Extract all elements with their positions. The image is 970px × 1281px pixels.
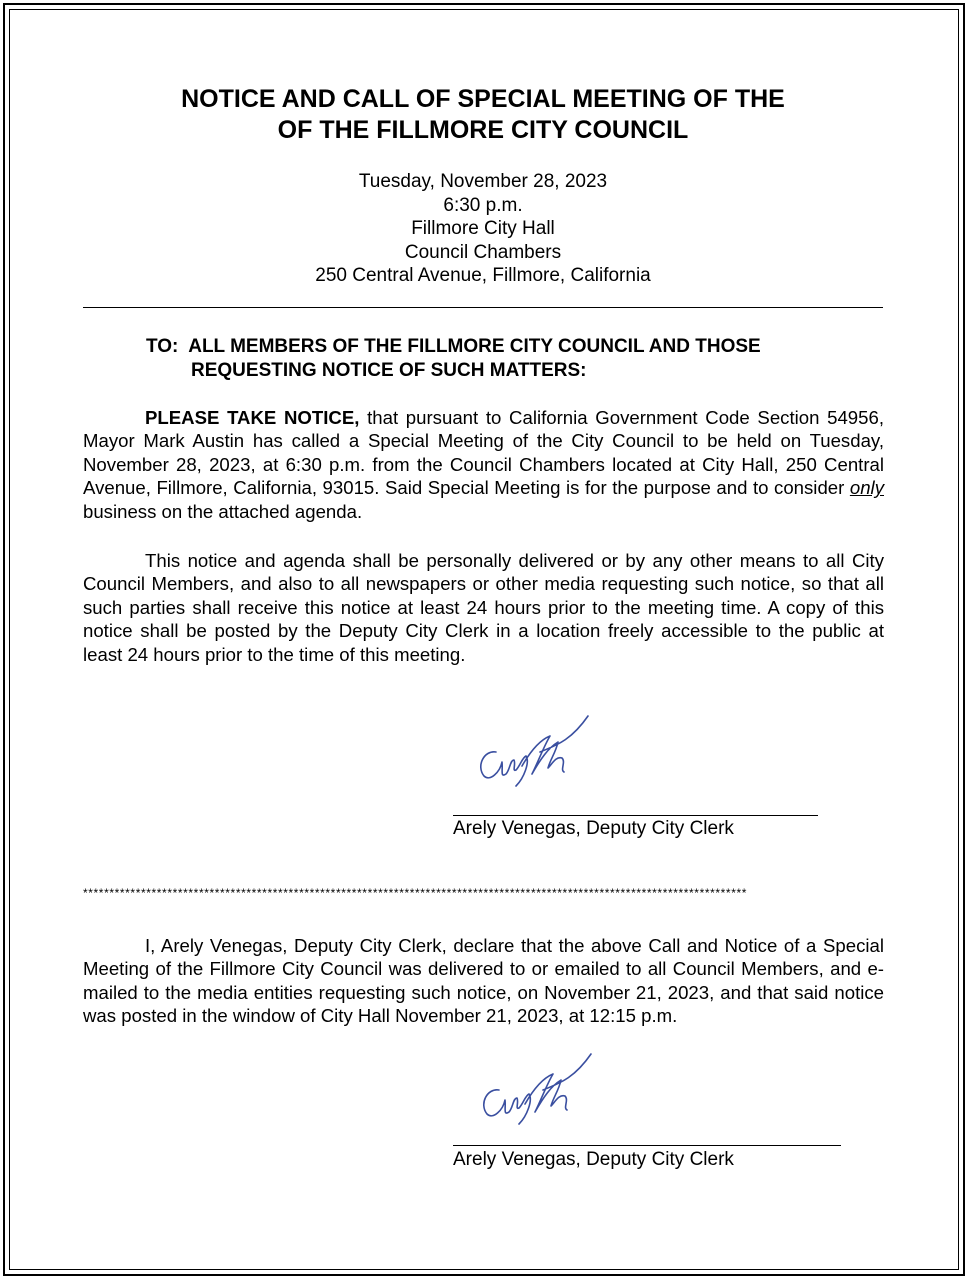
meeting-details: [0, 170, 966, 288]
document-title: [0, 84, 966, 146]
declaration-paragraph: [83, 934, 884, 1028]
recipients-line-2: REQUESTING NOTICE OF SUCH MATTERS:: [191, 360, 587, 381]
title-line-2: OF THE FILLMORE CITY COUNCIL: [277, 116, 689, 144]
notice-text-before: that pursuant to California Government Code Section 54956, Mayor Mark Austin has called a Special Meeting of the City Council to be held on Tuesday, November 28, 2023, at 6:30 p.m. from the Council Chambers located at City Hall, 250 Central Avenue, Fillmore, California, 93015. Said Special Meeting is for the purpose and to consider: [83, 407, 884, 499]
section-separator: ******************************************************************************************************************************: [83, 886, 748, 900]
notice-text-after: business on the attached agenda.: [83, 500, 363, 522]
signature-2-name: Arely Venegas, Deputy City Clerk: [453, 1149, 734, 1170]
signature-1-name: Arely Venegas, Deputy City Clerk: [453, 818, 734, 839]
meeting-time: 6:30 p.m.: [443, 194, 523, 216]
notice-emphasis: only: [849, 477, 884, 499]
recipients-line-1: TO: ALL MEMBERS OF THE FILLMORE CITY COUNCIL AND THOSE: [146, 336, 761, 357]
declaration-text: I, Arely Venegas, Deputy City Clerk, declare that the above Call and Notice of a Special Meeting of the Fillmore City Council was delivered to or emailed to all Council Members, and e-mailed to the media entities requesting such notice, on November 21, 2023, and that said notice was posted in the window of City Hall November 21, 2023, at 12:15 p.m.: [83, 935, 884, 1027]
meeting-address: 250 Central Avenue, Fillmore, California: [315, 265, 651, 287]
notice-paragraph: [83, 406, 884, 523]
notice-lead: PLEASE TAKE NOTICE,: [145, 407, 360, 428]
signature-2-image: [473, 1050, 603, 1130]
delivery-text: This notice and agenda shall be personally delivered or by any other means to all City Council Members, and also to all newspapers or other media requesting such notice, so that all such parties shall receive this notice at least 24 hours prior to the meeting time. A copy of this notice shall be posted by the Deputy City Clerk in a location freely accessible to the public at least 24 hours prior to the time of this meeting.: [83, 550, 884, 665]
recipients-block: [146, 335, 846, 383]
meeting-room: Council Chambers: [404, 241, 562, 263]
meeting-location: Fillmore City Hall: [411, 218, 555, 240]
signature-1-line: [453, 815, 818, 816]
signature-1-image: [470, 712, 600, 792]
delivery-paragraph: [83, 549, 884, 666]
header-divider: [83, 307, 883, 308]
signature-2-line: [453, 1145, 841, 1146]
meeting-date: Tuesday, November 28, 2023: [358, 171, 608, 192]
title-line-1: NOTICE AND CALL OF SPECIAL MEETING OF THE: [181, 85, 785, 113]
